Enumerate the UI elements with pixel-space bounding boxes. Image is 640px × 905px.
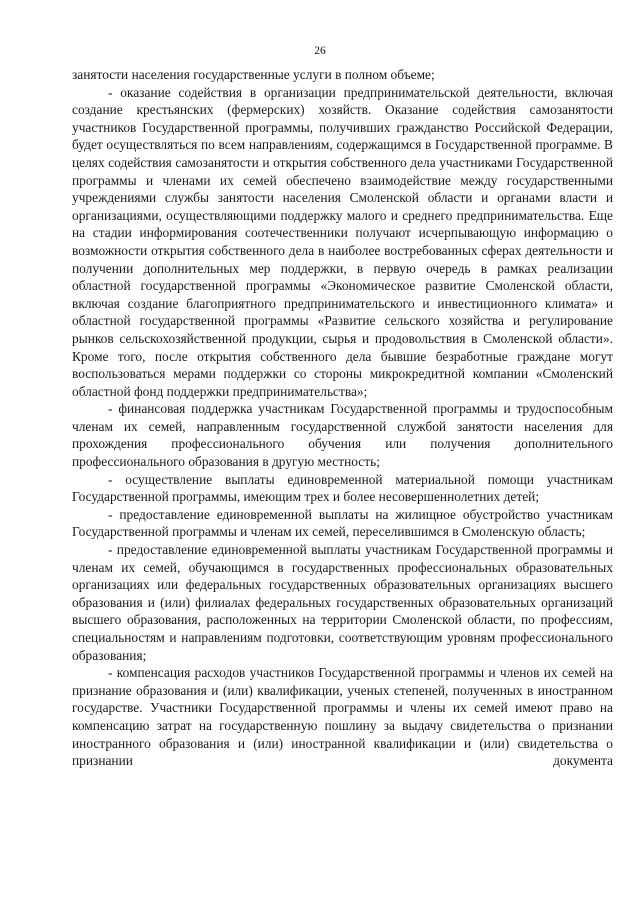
paragraph-continuation: занятости населения государственные услуги в полном объеме; [72,67,435,82]
paragraph-lump-sum-aid: - осуществление выплаты единовременной материальной помощи участникам Государственной программы, имеющим трех и более несовершеннолетних детей; [72,471,613,505]
paragraph-recognition-compensation: - компенсация расходов участников Государственной программы и членов их семей на признание образования и (или) квалификации, ученых степеней, полученных в иностранном государстве. Участники Государственной программы и члены их семей имеют право на компенсацию затрат на государственную пошлину за выдачу свидетельства о признании иностранного образования и (или) иностранной квалификации и (или) свидетельства о признании документа [72,665,613,769]
paragraph-entrepreneurship-support: - оказание содействия в организации предпринимательской деятельности, включая создание крестьянских (фермерских) хозяйств. Оказание содействия самозанятости участников Государственной программы, получивших гражданство Российской Федерации, будет осуществляться по всем направлениям, содержащимся в Государственной программе. В целях содействия самозанятости и открытия собственного дела участниками Государственной программы и членами их семей обеспечено взаимодействие между государственными учреждениями службы занятости населения Смоленской области и органами власти и организациями, осуществляющими поддержку малого и среднего предпринимательства. Еще на стадии информирования соотечественники получают исчерпывающую информацию о возможности открытия собственного дела в наиболее востребованных сферах деятельности и получении дополнительных мер поддержки, в первую очередь в рамках реализации областной государственной программы «Экономическое развитие Смоленской области, включая создание благоприятного предпринимательского и инвестиционного климата» и областной государственной программы «Развитие сельского хозяйства и регулирование рынков сельскохозяйственной продукции, сырья и продовольствия в Смоленской области». Кроме того, после открытия собственного дела бывшие безработные граждане могут воспользоваться мерами поддержки со стороны микрокредитной компании «Смоленский областной фонд поддержки предпринимательства»; [72,84,613,399]
page-number: 26 [314,45,326,57]
document-body [72,66,613,770]
paragraph-student-payment: - предоставление единовременной выплаты участникам Государственной программы и членам их семей, обучающимся в государственных профессиональных образовательных организациях или федеральных государственных образовательных организациях высшего образования и (или) филиалах федеральных государственных образовательных организаций высшего образования, расположенных на территории Смоленской области, по профессиям, специальностям и направлениям подготовки, соответствующим уровням профессионального образования; [72,542,613,663]
paragraph-financial-support: - финансовая поддержка участникам Государственной программы и трудоспособным членам их семей, направленным государственной службой занятости населения для прохождения профессионального обучения или получения дополнительного профессионального образования в другую местность; [72,401,613,470]
paragraph-housing-payment: - предоставление единовременной выплаты на жилищное обустройство участникам Государственной программы и членам их семей, переселившимся в Смоленскую область; [72,506,613,540]
